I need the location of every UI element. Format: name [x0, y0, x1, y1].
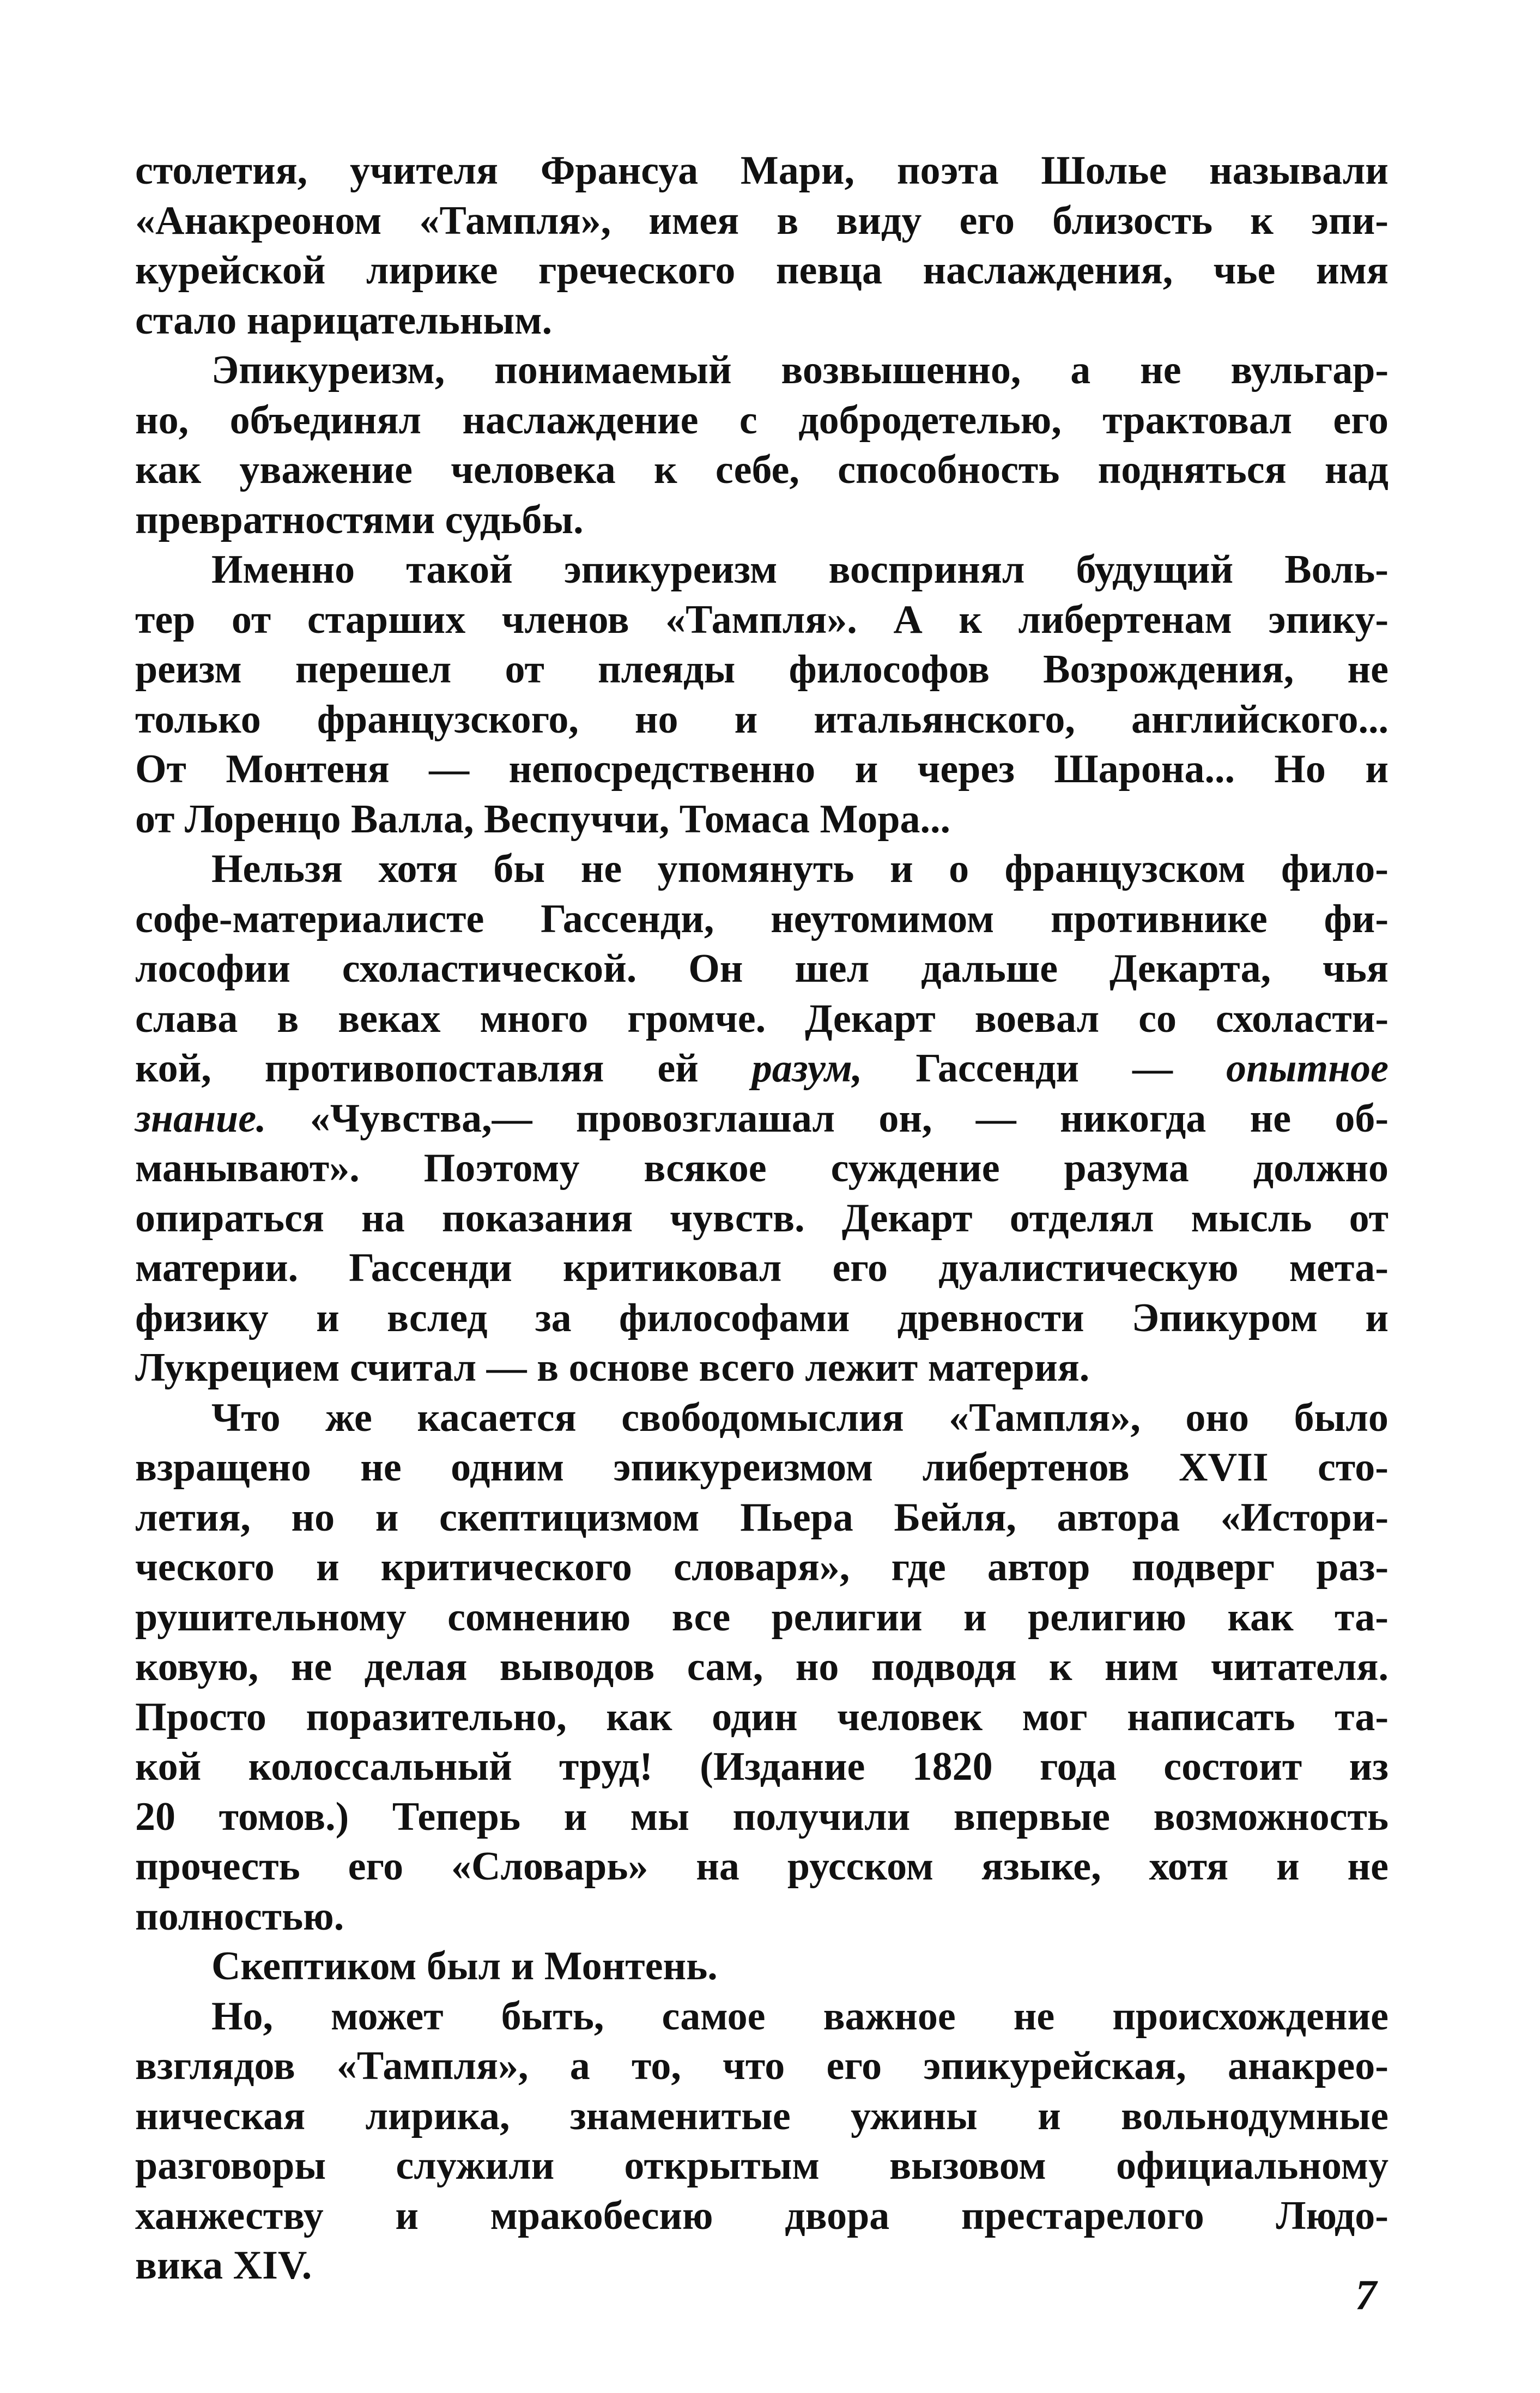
text-line: летия, но и скептицизмом Пьера Бейля, автора «Истори- — [135, 1495, 1389, 1540]
text-line: материи. Гассенди критиковал его дуалистическую мета- — [135, 1246, 1389, 1290]
text-line: кой колоссальный труд! (Издание 1820 года состоит из — [135, 1744, 1389, 1789]
text-line: от Лоренцо Валла, Веспуччи, Томаса Мора... — [135, 796, 951, 842]
book-page-text — [135, 146, 1389, 2291]
text-line: ническая лирика, знаменитые ужины и вольнодумные — [135, 2093, 1389, 2138]
text-line: ковую, не делая выводов сам, но подводя к ним читателя. — [135, 1645, 1389, 1689]
text-line: «Анакреоном «Тампля», имея в виду его близость к эпи- — [135, 198, 1389, 243]
paragraph — [135, 844, 1389, 1393]
text-line: знание. «Чувства,— провозглашал он, — никогда не об- — [135, 1096, 1389, 1141]
text-line: столетия, учителя Франсуа Мари, поэта Шолье называли — [135, 148, 1389, 193]
text-line: манывают». Поэтому всякое суждение разума должно — [135, 1146, 1389, 1191]
text-line: взращено не одним эпикуреизмом либертенов XVII сто- — [135, 1445, 1389, 1490]
text-line: Эпикуреизм, понимаемый возвышенно, а не вульгар- — [211, 348, 1389, 392]
paragraph — [135, 1942, 1389, 1992]
text-line: Скептиком был и Монтень. — [211, 1944, 718, 1989]
text-line: полностью. — [135, 1894, 344, 1939]
text-line: Именно такой эпикуреизм воспринял будущий Воль- — [211, 547, 1389, 592]
text-line: От Монтеня — непосредственно и через Шарона... Но и — [135, 747, 1389, 791]
text-line: ханжеству и мракобесию двора престарелого Людо- — [135, 2193, 1389, 2238]
paragraph — [135, 1992, 1389, 2291]
text-line: 20 томов.) Теперь и мы получили впервые возможность — [135, 1794, 1389, 1839]
text-line: реизм перешел от плеяды философов Возрождения, не — [135, 647, 1389, 692]
text-line: курейской лирике греческого певца наслаждения, чье имя — [135, 248, 1389, 293]
text-line: слава в веках много громче. Декарт воевал со схоласти- — [135, 996, 1389, 1041]
text-line: как уважение человека к себе, способность подняться над — [135, 448, 1389, 492]
text-line: превратностями судьбы. — [135, 497, 584, 542]
text-line: Нельзя хотя бы не упомянуть и о французском фило- — [211, 847, 1389, 891]
text-line: тер от старших членов «Тампля». А к либертенам эпику- — [135, 597, 1389, 642]
text-line: Но, может быть, самое важное не происхождение — [211, 1993, 1389, 2039]
paragraph — [135, 1393, 1389, 1942]
text-line: взглядов «Тампля», а то, что его эпикурейская, анакрео- — [135, 2044, 1389, 2088]
text-line: Что же касается свободомыслия «Тампля», оно было — [211, 1395, 1389, 1440]
text-line: прочесть его «Словарь» на русском языке, хотя и не — [135, 1844, 1389, 1889]
text-line: рушительному сомнению все религии и религию как та- — [135, 1594, 1389, 1640]
text-line: Лукрецием считал — в основе всего лежит материя. — [135, 1345, 1090, 1390]
page-number: 7 — [1355, 2271, 1377, 2318]
text-line: софе-материалисте Гассенди, неутомимом противнике фи- — [135, 896, 1389, 941]
text-line: но, объединял наслаждение с добродетелью, трактовал его — [135, 397, 1389, 443]
text-line: лософии схоластической. Он шел дальше Декарта, чья — [135, 946, 1389, 991]
text-line: стало нарицательным. — [135, 298, 553, 343]
paragraph — [135, 346, 1389, 545]
paragraph — [135, 146, 1389, 346]
text-line: Просто поразительно, как один человек мог написать та- — [135, 1694, 1389, 1739]
text-line: опираться на показания чувств. Декарт отделял мысль от — [135, 1195, 1389, 1241]
text-line: разговоры служили открытым вызовом официальному — [135, 2143, 1389, 2188]
text-line: физику и вслед за философами древности Эпикуром и — [135, 1295, 1389, 1340]
text-line: вика XIV. — [135, 2243, 312, 2288]
text-line: только французского, но и итальянского, английского... — [135, 697, 1389, 742]
paragraph — [135, 545, 1389, 844]
text-line: кой, противопоставляя ей разум, Гассенди — опытное — [135, 1046, 1389, 1091]
text-line: ческого и критического словаря», где автор подверг раз- — [135, 1545, 1389, 1590]
